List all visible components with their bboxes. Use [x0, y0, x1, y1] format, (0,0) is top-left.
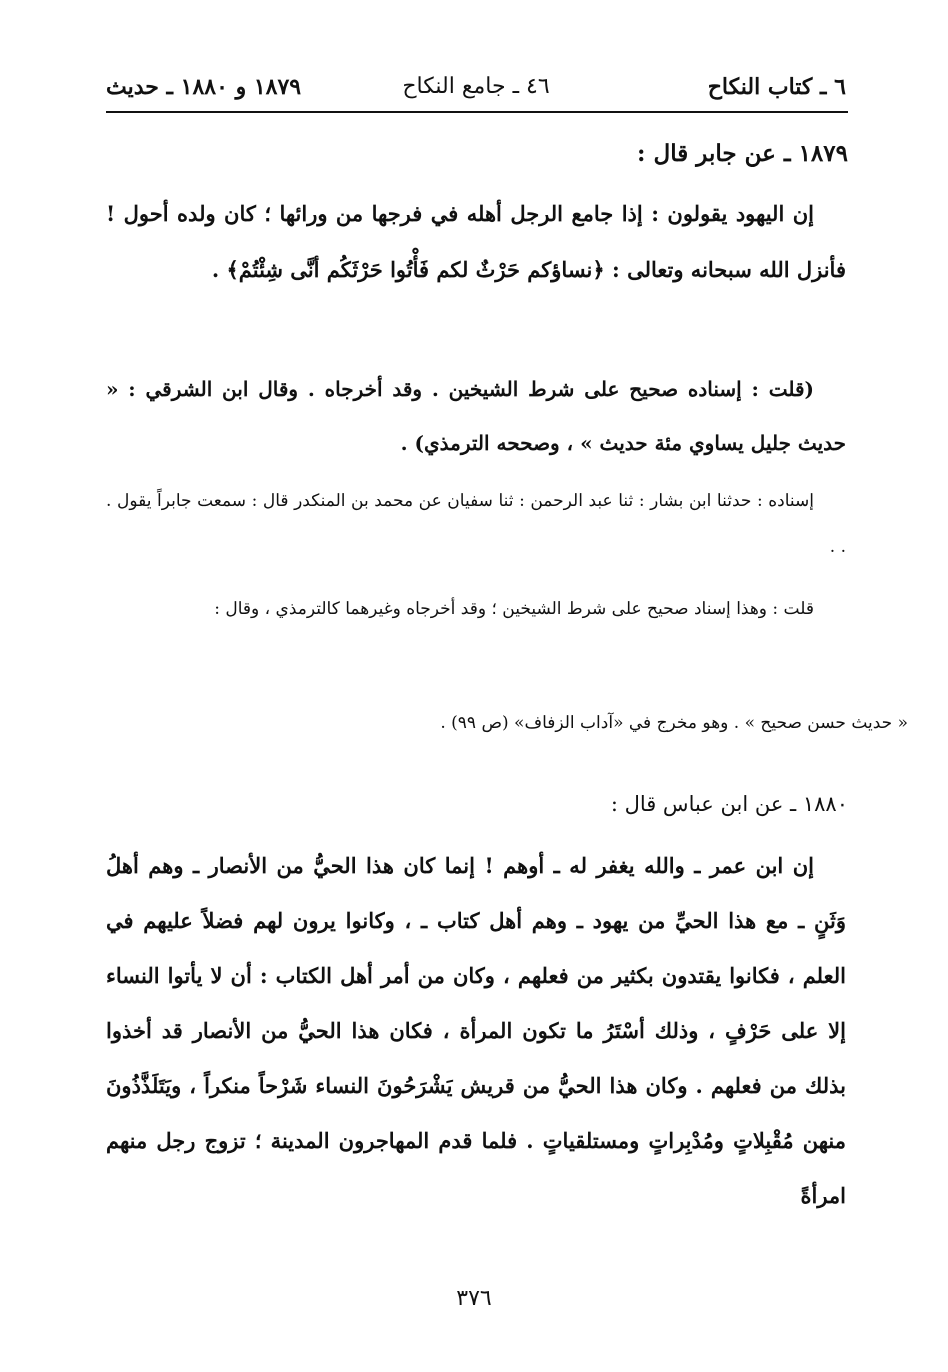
header-divider	[106, 111, 848, 113]
hadith-1879-text: إن اليهود يقولون : إذا جامع الرجل أهله في فرجها من ورائها ؛ كان ولده أحول ! فأنزل الله سبحانه وتعالى : ﴿نساؤكم حَرْثٌ لكم فَأْتُوا حَرْثَكُم أنَّى شِئْتُمْ﴾ .	[106, 201, 846, 282]
header-hadith-range: ١٨٧٩ و ١٨٨٠ ـ حديث	[106, 74, 302, 100]
hadith-1879-heading: ١٨٧٩ ـ عن جابر قال :	[637, 140, 848, 167]
hadith-1880-text: إن ابن عمر ـ والله يغفر له ـ أوهم ! إنما كان هذا الحيُّ من الأنصار ـ وهم أهلُ وَثَنٍ ـ مع هذا الحيِّ من يهود ـ وهم أهل كتاب ـ ، وكانوا يرون لهم فضلاً عليهم في العلم ، فكانوا يقتدون بكثير من فعلهم ، وكان من أمر أهل الكتاب : أن لا يأتوا النساء إلا على حَرْفٍ ، وذلك أسْتَرُ ما تكون المرأة ، فكان هذا الحيُّ من الأنصار قد أخذوا بذلك من فعلهم . وكان هذا الحيُّ من قريش يَشْرَحُونَ النساء شَرْحاً منكراً ، ويَتَلَذَّذُونَ منهن مُقْبِلاتٍ ومُدْبِراتٍ ومستلقياتٍ . فلما قدم المهاجرون المدينة ؛ تزوج رجل منهم امرأةً	[106, 853, 846, 1208]
header-chapter-title: ٤٦ ـ جامع النكاح	[402, 74, 550, 99]
hadith-1879-isnad: إسناده : حدثنا ابن بشار : ثنا عبد الرحمن : ثنا سفيان عن محمد بن المنكدر قال : سمعت جابراً يقول . . .	[106, 491, 846, 557]
hadith-1879-quote: « حديث حسن صحيح » . وهو مخرج في «آداب الزفاف» (ص ٩٩) .	[440, 713, 908, 733]
page-number: ٣٧٦	[456, 1286, 492, 1311]
header-book-title: ٦ ـ كتاب النكاح	[707, 74, 846, 100]
hadith-1879-note: قلت : وهذا إسناد صحيح على شرط الشيخين ؛ وقد أخرجاه وغيرهما كالترمذي ، وقال :	[214, 599, 814, 619]
running-header	[106, 74, 846, 110]
hadith-1880-heading: ١٨٨٠ ـ عن ابن عباس قال :	[610, 792, 848, 816]
hadith-1879-comment: (قلت : إسناده صحيح على شرط الشيخين . وقد أخرجاه . وقال ابن الشرقي : « حديث جليل يساوي مئة حديث » ، وصححه الترمذي) .	[106, 377, 846, 455]
